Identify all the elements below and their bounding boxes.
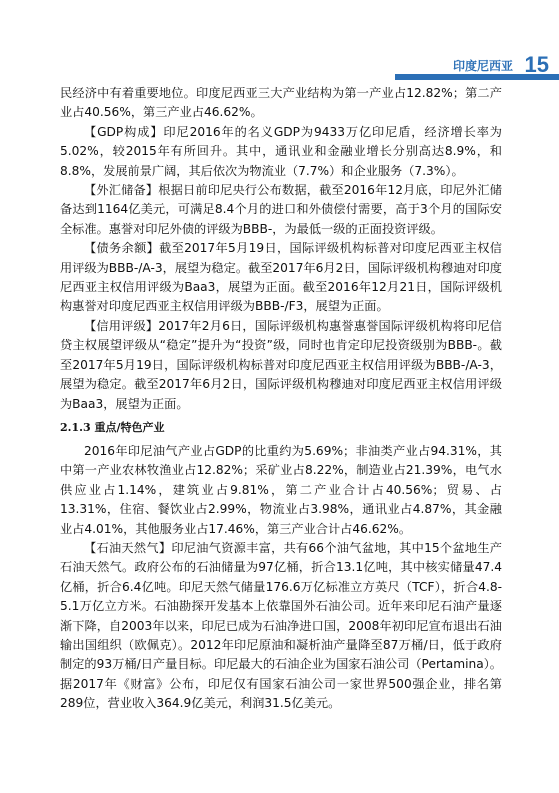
paragraph-industry: 2016年印尼油气产业占GDP的比重约为5.69%；非油类产业占94.31%，其中第一产业农林牧渔业占12.82%；采矿业占8.22%，制造业占21.39%，电气水供应业占1.14%，建筑业占9.81%，第二产业合计占40.56%；贸易、占13.31%，住宿、餐饮业占2.99%，物流业占3.98%，通讯业占4.87%，其金融业占4.01%，其他服务业占17.46%，第三产业合计占46.62%。 [60,443,502,536]
paragraph-gdp: 【GDP构成】印尼2016年的名义GDP为9433万亿印尼盾，经济增长率为5.02%，较2015年有所回升。其中，通讯业和金融业增长分别高达8.9%，和8.8%，发展前景广阔，其后依次为物流业（7.7%）和企业服务（7.3%）。 [60,124,502,178]
paragraph-oil-gas: 【石油天然气】印尼油气资源丰富，共有66个油气盆地，其中15个盆地生产石油天然气。政府公布的石油储量为97亿桶，折合13.1亿吨，其中核实储量47.4亿桶，折合6.4亿吨。印尼天然气储量176.6万亿标准立方英尺（TCF），折合4.8-5.1万亿立方米。石油勘探开发基本上依靠国外石油公司。近年来印尼石油产量逐渐下降，自2003年以来，印尼已成为石油净进口国，2008年初印尼宣布退出石油输出国组织（欧佩克）。2012年印尼原油和凝析油产量降至87万桶/日，低于政府制定的93万桶/日产量目标。印尼最大的石油企业为国家石油公司（Pertamina）。据2017年《财富》公布，印尼仅有国家石油公司一家世界500强企业，排名第289位，营业收入364.9亿美元，利润31.5亿美元。 [60,540,502,711]
section-heading: 2.1.3 重点/特色产业 [60,420,165,434]
paragraph-debt: 【债务余额】截至2017年5月19日，国际评级机构标普对印度尼西亚主权信用评级为BBB-/A-3，展望为稳定。截至2017年6月2日，国际评级机构穆迪对印度尼西亚主权信用评级为Baa3，展望为正面。截至2016年12月21日，国际评级机构惠誉对印度尼西亚主权信用评级为BBB-/F3，展望为正面。 [60,241,502,314]
document-body [60,84,502,714]
paragraph-forex: 【外汇储备】根据日前印尼央行公布数据，截至2016年12月底，印尼外汇储备达到1164亿美元，可满足8.4个月的进口和外债偿付需要，高于3个月的国际安全标准。惠誉对印尼外债的评级为BBB-，为最低一级的正面投资评级。 [60,183,502,236]
page-number: 15 [524,52,549,77]
country-label: 印度尼西亚 [452,59,513,73]
paragraph-structure: 民经济中有着重要地位。印度尼西亚三大产业结构为第一产业占12.82%；第二产业占40.56%，第三产业占46.62%。 [60,86,502,120]
paragraph-credit-rating: 【信用评级】2017年2月6日，国际评级机构惠誉惠誉国际评级机构将印尼信贷主权展望评级从“稳定”提升为“投资”级，同时也肯定印尼投资级别为BBB-。截至2017年5月19日，国际评级机构标普对印度尼西亚主权信用评级为BBB-/A-3，展望为稳定。截至2017年6月2日，国际评级机构穆迪对印度尼西亚主权信用评级为Baa3，展望为正面。 [60,318,502,411]
